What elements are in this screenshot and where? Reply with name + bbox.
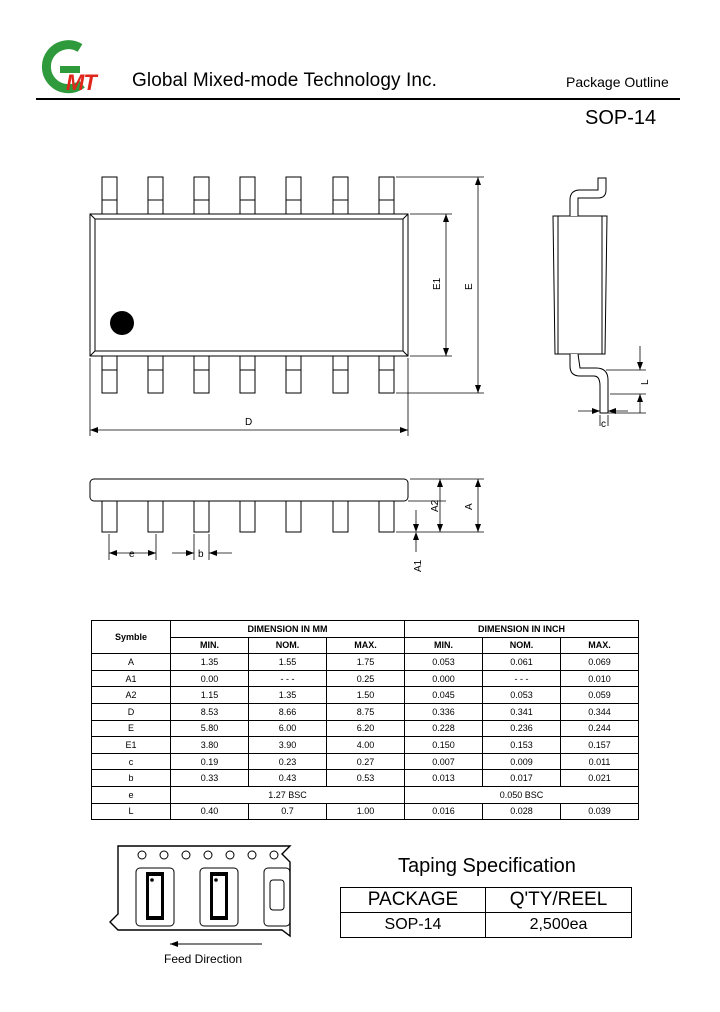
package-name: SOP-14 — [585, 107, 657, 129]
tape-drawing — [100, 840, 310, 960]
label-A2: A2 — [430, 499, 441, 512]
top-pins — [102, 177, 394, 214]
svg-text:MT: MT — [66, 70, 96, 95]
header-mm: DIMENSION IN MM — [171, 621, 405, 638]
table-row: b 0.33 0.43 0.53 0.013 0.017 0.021 — [92, 770, 639, 787]
label-E: E — [464, 283, 475, 290]
label-e: e — [129, 549, 135, 560]
sub-header: MIN. — [405, 637, 483, 654]
table-row: A1 0.00 - - - 0.25 0.000 - - - 0.010 — [92, 670, 639, 687]
table-row: E1 3.80 3.90 4.00 0.150 0.153 0.157 — [92, 737, 639, 754]
label-E1: E1 — [432, 277, 443, 290]
label-b: b — [198, 549, 204, 560]
table-row: e 1.27 BSC 0.050 BSC — [92, 786, 639, 803]
bottom-pins — [102, 356, 394, 393]
table-row: A2 1.15 1.35 1.50 0.045 0.053 0.059 — [92, 687, 639, 704]
label-A: A — [464, 503, 475, 510]
taping-table — [340, 887, 632, 938]
sub-header: NOM. — [483, 637, 561, 654]
company-name: Global Mixed-mode Technology Inc. — [132, 70, 437, 91]
header-symbol: Symble — [92, 621, 171, 654]
label-A1: A1 — [413, 559, 424, 572]
taping-title: Taping Specification — [398, 855, 576, 877]
document-type: Package Outline — [566, 74, 669, 90]
col-qty: Q'TY/REEL — [486, 888, 632, 913]
qty-value: 2,500ea — [486, 913, 632, 938]
package-body — [90, 214, 408, 356]
label-c: c — [601, 419, 606, 430]
pin1-marker — [110, 311, 134, 335]
sub-header: NOM. — [249, 637, 327, 654]
header-inch: DIMENSION IN INCH — [405, 621, 639, 638]
table-row: L 0.40 0.7 1.00 0.016 0.028 0.039 — [92, 803, 639, 820]
package-value: SOP-14 — [341, 913, 486, 938]
label-L: L — [640, 379, 651, 385]
table-row: D 8.53 8.66 8.75 0.336 0.341 0.344 — [92, 703, 639, 720]
table-row: A 1.35 1.55 1.75 0.053 0.061 0.069 — [92, 654, 639, 671]
dimension-table — [91, 620, 639, 820]
table-row: c 0.19 0.23 0.27 0.007 0.009 0.011 — [92, 753, 639, 770]
sub-header: MAX. — [327, 637, 405, 654]
col-package: PACKAGE — [341, 888, 486, 913]
feed-direction-label: Feed Direction — [164, 952, 243, 966]
sub-header: MAX. — [561, 637, 639, 654]
label-D: D — [245, 417, 253, 428]
table-row: E 5.80 6.00 6.20 0.228 0.236 0.244 — [92, 720, 639, 737]
sub-header: MIN. — [171, 637, 249, 654]
